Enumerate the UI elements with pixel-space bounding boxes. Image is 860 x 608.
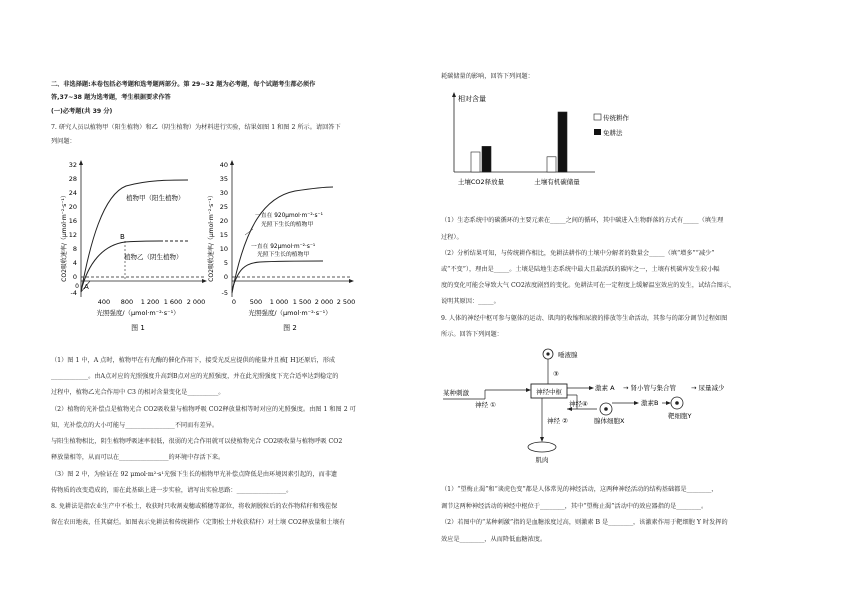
fig1-ytick: 32: [68, 161, 77, 169]
nerve4-label: 神经④: [569, 400, 588, 408]
saliva-gland-label: 唾液腺: [558, 351, 578, 359]
fig2-ytick: 30: [219, 189, 228, 197]
urine-label: → 尿量减少: [691, 384, 725, 392]
nerve3-label: ③: [553, 370, 559, 378]
q9-2-line2: 效应是________，从而降低血糖浓度。: [441, 536, 547, 543]
q8-continuation: 耗碳储量的影响，回答下列问题：: [441, 73, 534, 80]
fig2-xtick: 500: [249, 298, 263, 306]
q7-3-line2: 传物质的改变造成的，需在此基础上进一步实验，请写出实验思路：________________。: [51, 487, 293, 494]
fig1-xtick: 800: [120, 298, 134, 306]
fig1-curve-yi-label: 植物乙（阴生植物）: [124, 253, 183, 261]
fig1-curve-yi: [81, 241, 160, 291]
bar-traditional: [471, 152, 480, 172]
fig2-caption: 图 2: [283, 324, 297, 332]
fig1-yaxis-label: CO2吸收速率/（μmol·m⁻²·s⁻¹）: [61, 192, 68, 282]
nerve1-label: 神经 ①: [475, 401, 496, 409]
fig1-yticks: [69, 161, 77, 297]
q7-2-line3: 与阳生植物相比，阴生植物呼吸速率很低，很弱的光合作用就可以使植物光合 CO2吸收量与植物呼吸 CO2: [51, 438, 343, 445]
q9-line2: 所示。回答下列问题：: [441, 331, 503, 338]
fig2-ytick: 40: [219, 161, 228, 169]
q7-3-line1: （3）图 2 中，为验证在 92 μmol·m²·s¹光强下生长的植物甲光补偿点降低是由环境因素引起的，而非遗: [51, 471, 338, 478]
required-heading: (一)必考题(共 39 分): [51, 108, 113, 115]
fig2-low-label-1: 一直在 92μmol·m⁻²·s⁻¹: [251, 244, 316, 250]
fig1-ytick: 20: [68, 203, 77, 211]
fig1-point-a: A: [84, 283, 89, 291]
q8-2-line2: 或“不变”），理由是_____。土壤是陆地生态系统中最大且最活跃的碳库之一，土壤有机碳库发生较小幅: [441, 266, 720, 273]
fig2-ytick: 35: [219, 175, 228, 183]
fig2-ytick: 5: [223, 259, 228, 267]
fig2-ytick: 15: [219, 231, 228, 239]
fig2-xtick: 1 500: [292, 298, 312, 306]
fig1-caption: 图 1: [131, 324, 145, 332]
bar-chart: [445, 90, 629, 195]
fig1-ytick: 8: [72, 245, 77, 253]
fig2-xtick: 2 500: [336, 298, 356, 306]
q8-2-line1: （2）分析结果可知，与传统耕作相比，免耕法耕作的土壤中分解者的数量会_____（填“增多”“减少”: [441, 250, 715, 257]
fig1-xtick: 1 600: [163, 298, 183, 306]
fig2-y-arrow: [230, 160, 234, 165]
nerve-center-label: 神经中枢: [536, 388, 562, 396]
fig2-xtick: 0: [231, 298, 237, 306]
fig1-ytick: 12: [68, 231, 77, 239]
q8-1-line1: （1）生态系统中的碳循环的主要元素在_____之间的循环，其中碳进入生物群落的方式有_____（填生理: [441, 217, 724, 224]
hormone-b-label: 激素B: [641, 399, 659, 407]
q7-1-line1: （1）图 1 中，A 点时，植物甲在有光酶的催化作用下，接受光反应提供的能量并且被[ H]还原后，形成: [51, 357, 336, 364]
fig2-ytick: -5: [221, 289, 228, 297]
q8-line1: 8. 免耕法是指农业生产中不松土，收获时只收割麦穗或稻穗等部位，将收割脱粒后的农作物秸秆和残茬保: [51, 503, 338, 510]
fig2-high-label-2: 光照下生长的植物甲: [261, 222, 314, 228]
fig2-ytick: 20: [219, 217, 228, 225]
muscle-label: 肌肉: [535, 456, 549, 464]
q9-2-line1: （2）若图中的“某种刺激”指的是血糖浓度过高，则激素 B 是________，该激素作用于靶细胞 Y 时发挥的: [441, 519, 728, 526]
kidney-label: → 肾小管与集合管: [623, 384, 677, 392]
section-title-line2: 答,37~38 题为选考题，考生根据要求作答: [51, 94, 171, 101]
fig2-ytick: 0: [223, 273, 228, 281]
figure-1: [58, 155, 208, 335]
figure-2: [205, 155, 355, 335]
q7-intro-line2: 列问题：: [51, 138, 76, 145]
legend-swatch-traditional: [594, 114, 601, 120]
legend-swatch-notill: [594, 129, 601, 135]
q7-intro-line1: 7. 研究人员以植物甲（阳生植物）和乙（阴生植物）为材料进行实验，结果如图 1 和图 2 所示。请回答下: [51, 124, 341, 131]
fig1-ytick: 16: [68, 217, 77, 225]
bar-category: 土壤有机碳储量: [534, 178, 580, 186]
fig1-curve-jia-label: 植物甲（阳生植物）: [126, 194, 185, 202]
fig2-yticks: [220, 161, 228, 297]
fig2-xaxis-label: 光照强度/（μmol·m⁻²·s⁻¹）: [248, 309, 332, 317]
nerve2-label: 神经 ②: [547, 417, 568, 425]
bar-notill: [482, 146, 491, 172]
fig1-xtick: 2 000: [186, 298, 206, 306]
fig2-high-label-1: 一直在 920μmol·m⁻²·s⁻¹: [255, 213, 323, 219]
fig1-xticks: [98, 298, 206, 306]
fig1-xaxis-label: 光照强度/（μmol·m⁻²·s⁻¹）: [96, 309, 180, 317]
muscle-icon: [528, 442, 556, 452]
q8-1-line2: 过程）。: [441, 234, 463, 241]
q8-2-line3: 度的变化可能会导致大气 CO2浓度剧烈的变化。免耕法可在一定程度上缓解温室效应的发生，试结合图示，: [441, 282, 736, 289]
fig2-curve-low: [232, 261, 323, 290]
q7-1-line2: ____________。由A点对应的光照强度升高到B点对应的光照强度，并在此光照强度下充合适率达到稳定的: [51, 373, 339, 380]
q9-line1: 9. 人体的神经中枢可参与躯体的运动、肌肉的收缩和尿液的排放等生命活动，其参与的部分调节过程如图: [441, 315, 728, 322]
legend-notill: 免耕法: [603, 129, 623, 137]
fig2-xtick: 1 000: [269, 298, 289, 306]
bar-notill: [558, 112, 567, 172]
fig1-ytick: 0: [72, 273, 77, 281]
fig1-ytick: 24: [68, 189, 77, 197]
bar-y-arrow: [452, 92, 456, 97]
bar-traditional: [547, 157, 556, 172]
fig2-x-arrow: [349, 279, 354, 283]
fig2-low-label-2: 光照下生长的植物甲: [257, 252, 310, 258]
fig1-xtick: 1 200: [140, 298, 160, 306]
fig2-ytick: 10: [219, 245, 228, 253]
q7-1-line3: 过程中，植物乙光合作用中 C3 的相对含量变化是__________。: [51, 389, 225, 396]
regulation-diagram: [443, 348, 755, 464]
fig1-ytick: -4: [70, 289, 77, 297]
q7-2-line4: 释放量相等，从而可以在________________的环境中存活下来。: [51, 454, 225, 461]
stimulus-label: 某种刺激: [443, 389, 469, 397]
fig2-ytick: 25: [219, 203, 228, 211]
fig1-ytick: 4: [72, 259, 77, 267]
target-cell-label: 靶细胞Y: [668, 412, 692, 420]
q9-1-line1: （1）“望梅止渴”和“谈虎色变”都是人体常见的神经活动，这两种神经活动的结构基础都是________，: [441, 486, 718, 493]
fig2-yaxis-label: CO2吸收速率/（μmol·m⁻²·s⁻¹）: [208, 192, 215, 282]
fig1-ytick: 28: [68, 175, 77, 183]
fig1-origin: 0: [75, 283, 79, 290]
section-title-line1: 二、非选择题:本卷包括必考题和选考题两部分。第 29~32 题为必考题，每个试题考生都必须作: [51, 81, 316, 88]
q8-2-line4: 说明其原因：_____。: [441, 298, 500, 305]
bar-category: 土壤CO2释放量: [457, 178, 505, 186]
hormone-a-label: 激素 A: [595, 384, 615, 392]
gland-cell-label: 腺体细胞X: [594, 417, 625, 425]
fig2-xticks: [232, 298, 355, 306]
legend-traditional: 传统耕作: [603, 114, 629, 122]
fig1-y-arrow: [79, 160, 83, 165]
bar-ylabel: 相对含量: [458, 95, 486, 103]
fig1-xtick: 400: [97, 298, 111, 306]
q8-line2: 留在农田地表，任其腐烂。如图表示免耕法和传统耕作（定期松土并收获秸秆）对土壤 CO2释放量和土壤有: [51, 519, 346, 526]
q7-2-line1: （2）植物的光补偿点是植物光合 CO2吸收量与植物呼吸 CO2释放量相等时对应的光照强度。由图 1 和图 2 可: [51, 406, 356, 413]
fig1-point-b: B: [120, 233, 125, 241]
q9-1-line2: 调节这两种神经活动的神经中枢位于________，其中“望梅止渴”活动中的效应器指的是________。: [441, 503, 708, 510]
q7-2-line2: 知，光补偿点的大小可能与________________不同而有差异。: [51, 422, 219, 429]
bar-marks: [471, 112, 567, 172]
fig2-xtick: 2 000: [314, 298, 334, 306]
